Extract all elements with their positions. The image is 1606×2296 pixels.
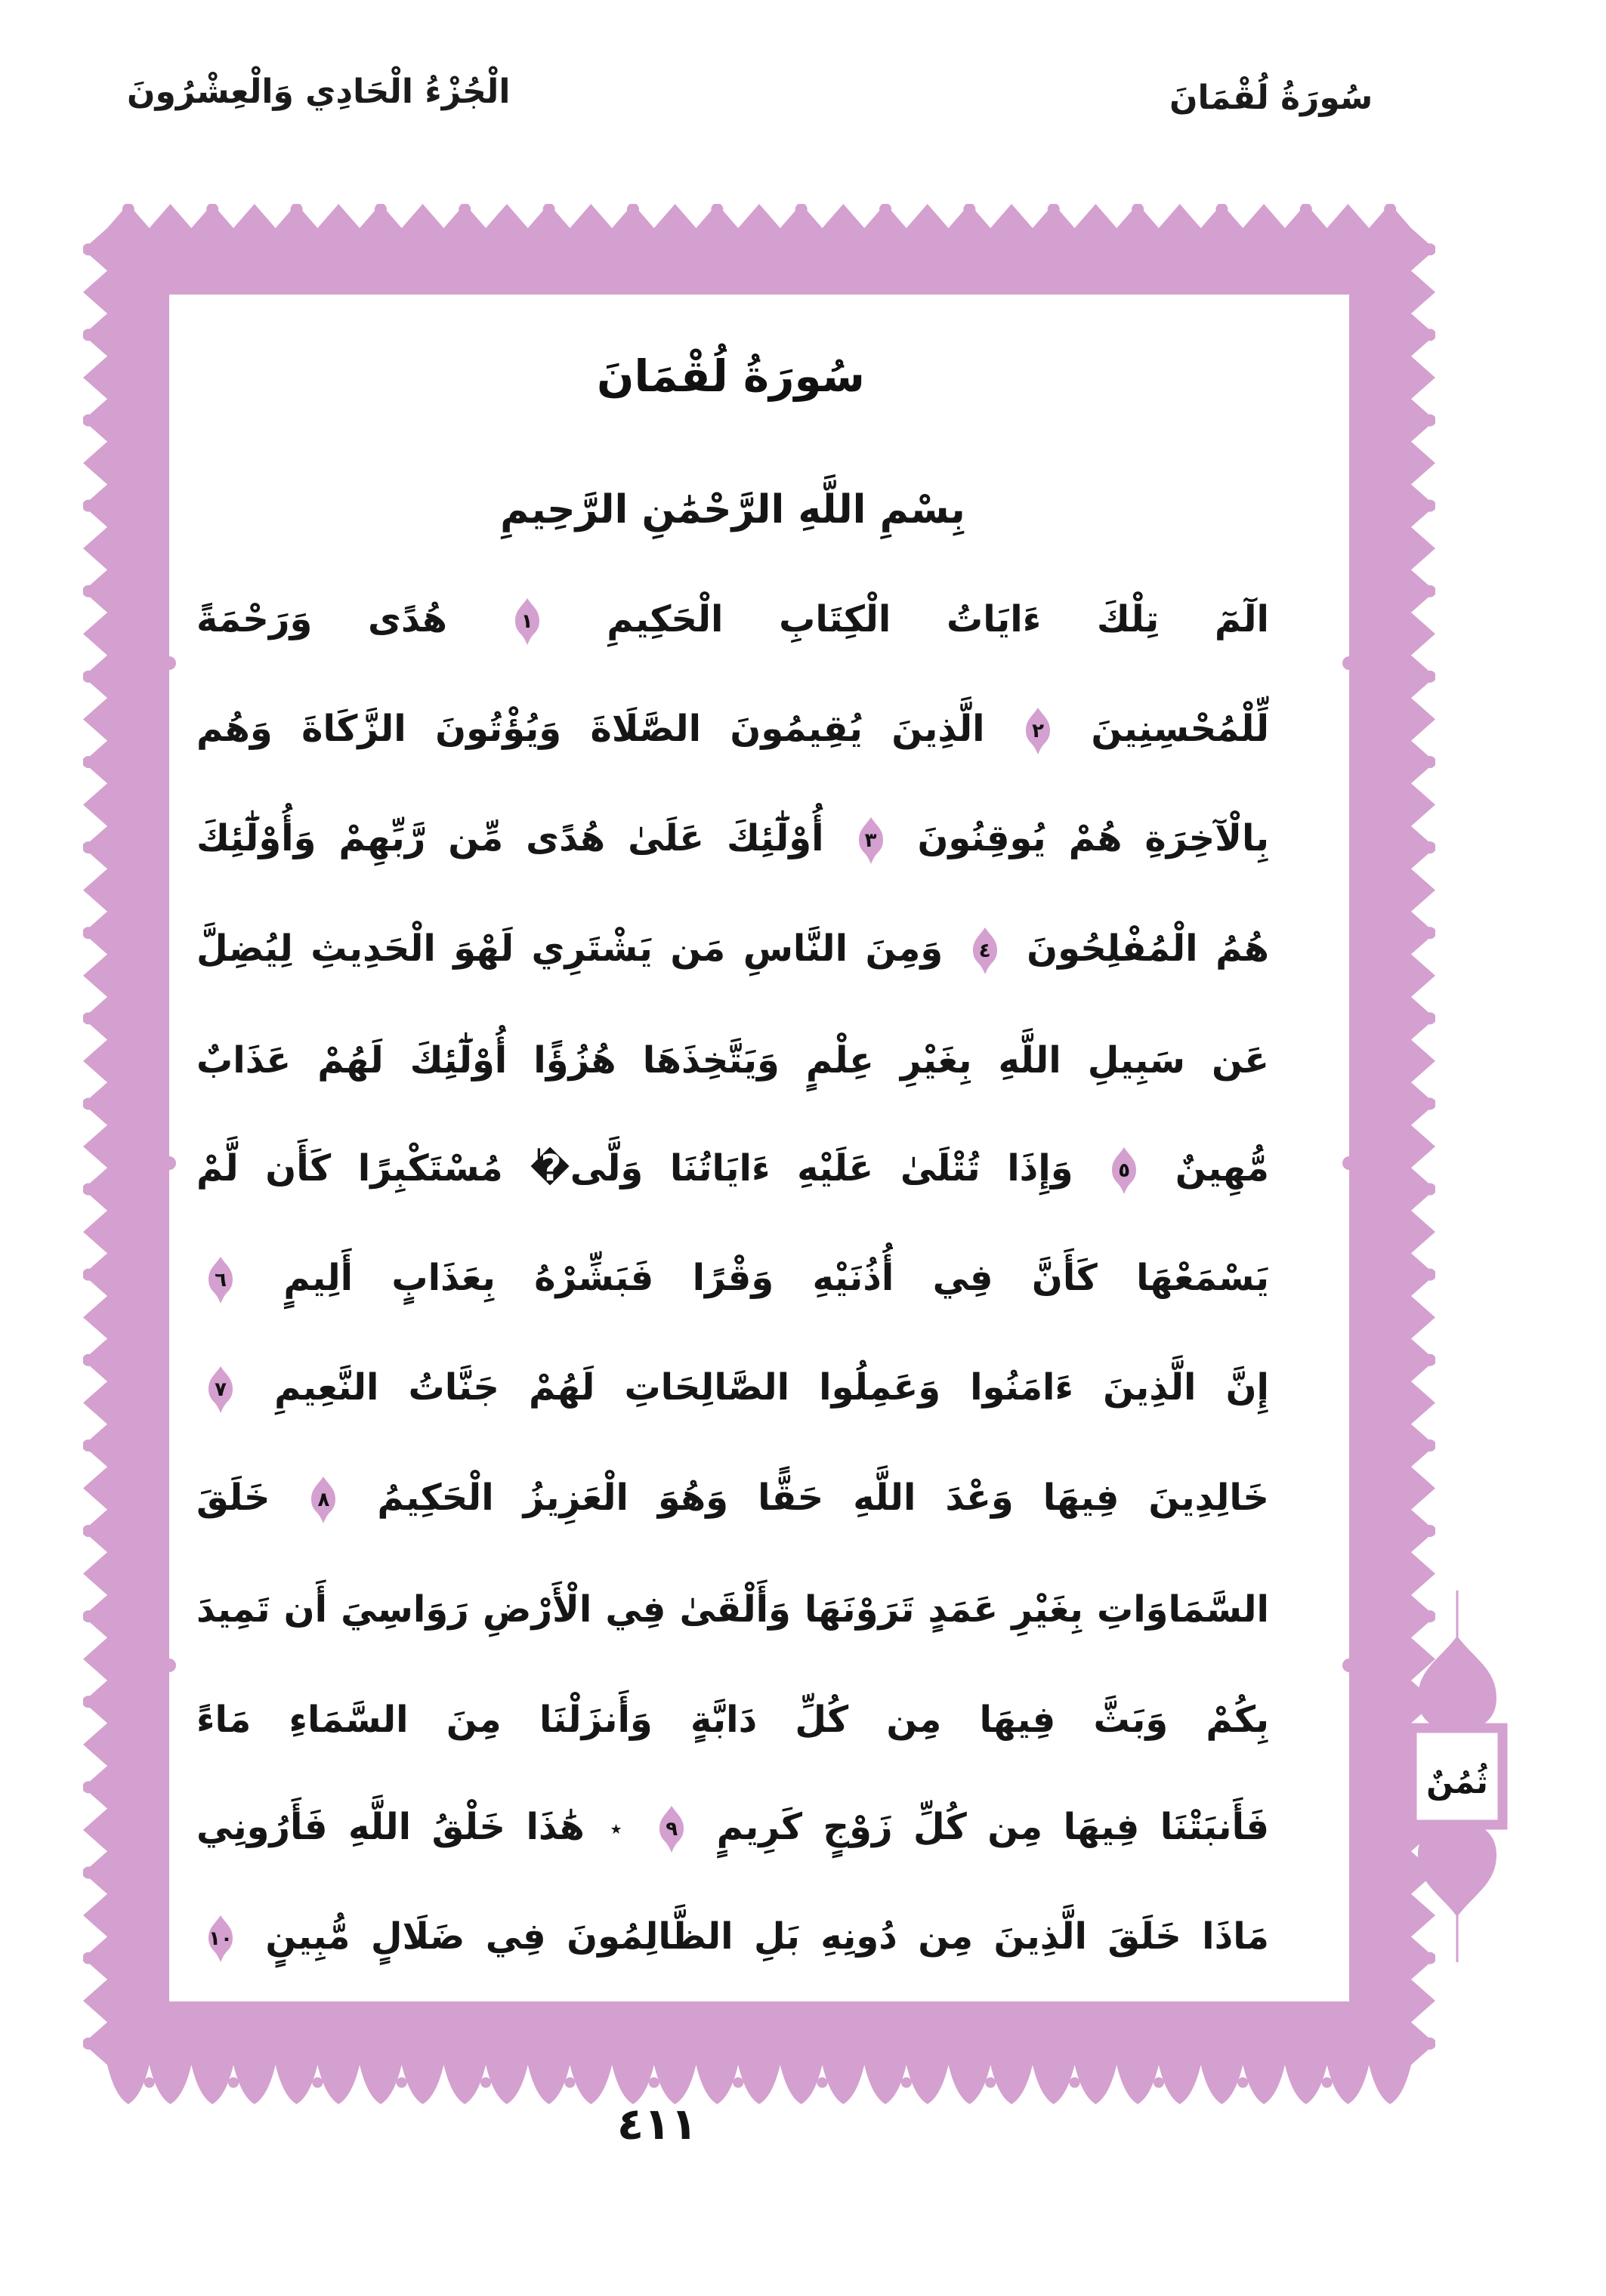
surah-title: سُورَةُ لُقْمَانَ (597, 350, 865, 402)
ayah-text: إِنَّ الَّذِينَ ءَامَنُوا وَعَمِلُوا الصَّالِحَاتِ لَهُمْ جَنَّاتُ النَّعِيمِ (274, 1366, 1269, 1409)
ayah-text: مُّهِينٌ (1175, 1146, 1269, 1190)
verse-number: ١٠ (208, 1927, 233, 1951)
ayah-text: السَّمَاوَاتِ بِغَيْرِ عَمَدٍ تَرَوْنَهَا وَأَلْقَىٰ فِي الْأَرْضِ رَوَاسِيَ أَن تَمِيدَ (196, 1588, 1269, 1631)
thumn-label: ثُمُنٌ (1426, 1763, 1488, 1801)
verse-number: ٧ (215, 1378, 227, 1402)
ayah-text: وَإِذَا تُتْلَىٰ عَلَيْهِ ءَايَاتُنَا وَلَّى�ٰ مُسْتَكْبِرًا كَأَن لَّمْ (196, 1146, 1073, 1190)
verse-number: ٨ (317, 1488, 330, 1511)
verse-marker-icon (202, 1914, 239, 1964)
quran-line (196, 1116, 1269, 1225)
surah-title-cartouche (474, 323, 988, 429)
verse-marker-icon (305, 1475, 341, 1525)
quran-line (196, 896, 1269, 1005)
quran-line (196, 1774, 1269, 1884)
ayah-text: وَمِنَ النَّاسِ مَن يَشْتَرِي لَهْوَ الْحَدِيثِ لِيُضِلَّ (196, 927, 944, 970)
ayah-text: أُوْلَٰٓئِكَ عَلَىٰ هُدًى مِّن رَّبِّهِمْ وَأُوْلَٰٓئِكَ (196, 817, 824, 860)
quran-line (196, 1884, 1269, 1994)
ayah-text: هُدًى وَرَحْمَةً (196, 597, 447, 640)
verse-number: ٤ (978, 939, 991, 962)
bismillah: بِسْمِ اللَّهِ الرَّحْمَٰنِ الرَّحِيمِ (500, 487, 965, 532)
verse-number: ١ (520, 609, 533, 633)
quran-line (196, 1006, 1269, 1116)
quran-line (196, 1445, 1269, 1554)
cartouche-right-lobe-icon (955, 342, 1024, 411)
verse-marker-icon (202, 1255, 239, 1305)
ayah-text: بِكُمْ وَبَثَّ فِيهَا مِن كُلِّ دَابَّةٍ وَأَنزَلْنَا مِنَ السَّمَاءِ مَاءً (196, 1698, 1269, 1741)
ayah-text: الَّذِينَ يُقِيمُونَ الصَّلَاةَ وَيُؤْتُونَ الزَّكَاةَ وَهُم (196, 708, 985, 751)
verse-number: ٢ (1032, 720, 1044, 743)
surah-header: سُورَةُ لُقْمَانَ (1169, 79, 1373, 117)
quran-line (196, 1665, 1269, 1774)
verse-marker-icon (1020, 706, 1056, 756)
ruku-star-icon: ٭ (610, 1815, 622, 1842)
verse-number: ٦ (215, 1269, 227, 1292)
ayah-text: هَٰذَا خَلْقُ اللَّهِ فَأَرُونِي (196, 1805, 585, 1848)
ayah-text: بِالْآخِرَةِ هُمْ يُوقِنُونَ (917, 817, 1270, 860)
quran-line (196, 786, 1269, 896)
verse-marker-icon (653, 1804, 690, 1854)
verse-number: ٩ (666, 1817, 678, 1841)
ayah-text: فَأَنبَتْنَا فِيهَا مِن كُلِّ زَوْجٍ كَرِيمٍ (716, 1805, 1270, 1848)
quran-line (196, 1225, 1269, 1335)
quran-line (196, 676, 1269, 785)
ayah-text: مَاذَا خَلَقَ الَّذِينَ مِن دُونِهِ بَلِ الظَّالِمُونَ فِي ضَلَالٍ مُّبِينٍ (265, 1915, 1270, 1958)
ayah-text: خَالِدِينَ فِيهَا وَعْدَ اللَّهِ حَقًّا وَهُوَ الْعَزِيزُ الْحَكِيمُ (377, 1476, 1270, 1519)
surah-title-band (193, 317, 1269, 435)
quran-line (196, 1555, 1269, 1665)
ayah-text: خَلَقَ (196, 1476, 270, 1519)
verse-marker-icon (1106, 1146, 1142, 1196)
verse-number: ٥ (1118, 1159, 1131, 1182)
ayah-text: عَن سَبِيلِ اللَّهِ بِغَيْرِ عِلْمٍ وَيَتَّخِذَهَا هُزُؤًا أُوْلَٰٓئِكَ لَهُمْ عَذَابٌ (196, 1039, 1269, 1082)
quran-line (196, 566, 1269, 676)
quran-text-area (196, 453, 1269, 1994)
thumn-medallion (1401, 1591, 1513, 1962)
page-number: ٤١١ (616, 2098, 698, 2149)
ayah-text: لِّلْمُحْسِنِينَ (1091, 708, 1269, 751)
verse-marker-icon (967, 926, 1003, 976)
cartouche-left-lobe-icon (438, 342, 507, 411)
juz-header: الْجُزْءُ الْحَادِي وَالْعِشْرُونَ (127, 73, 511, 111)
verse-marker-icon (202, 1365, 239, 1415)
quran-line (196, 1335, 1269, 1445)
verse-marker-icon (509, 597, 545, 647)
verse-number: ٣ (864, 829, 877, 853)
verse-marker-icon (853, 816, 889, 866)
ornamental-frame (83, 204, 1435, 2104)
ayah-text: يَسْمَعْهَا كَأَنَّ فِي أُذُنَيْهِ وَقْرًا فَبَشِّرْهُ بِعَذَابٍ أَلِيمٍ (283, 1257, 1270, 1300)
ayah-text: هُمُ الْمُفْلِحُونَ (1027, 927, 1270, 970)
ayah-text: الٓمٓ تِلْكَ ءَايَاتُ الْكِتَابِ الْحَكِيمِ (607, 597, 1269, 640)
